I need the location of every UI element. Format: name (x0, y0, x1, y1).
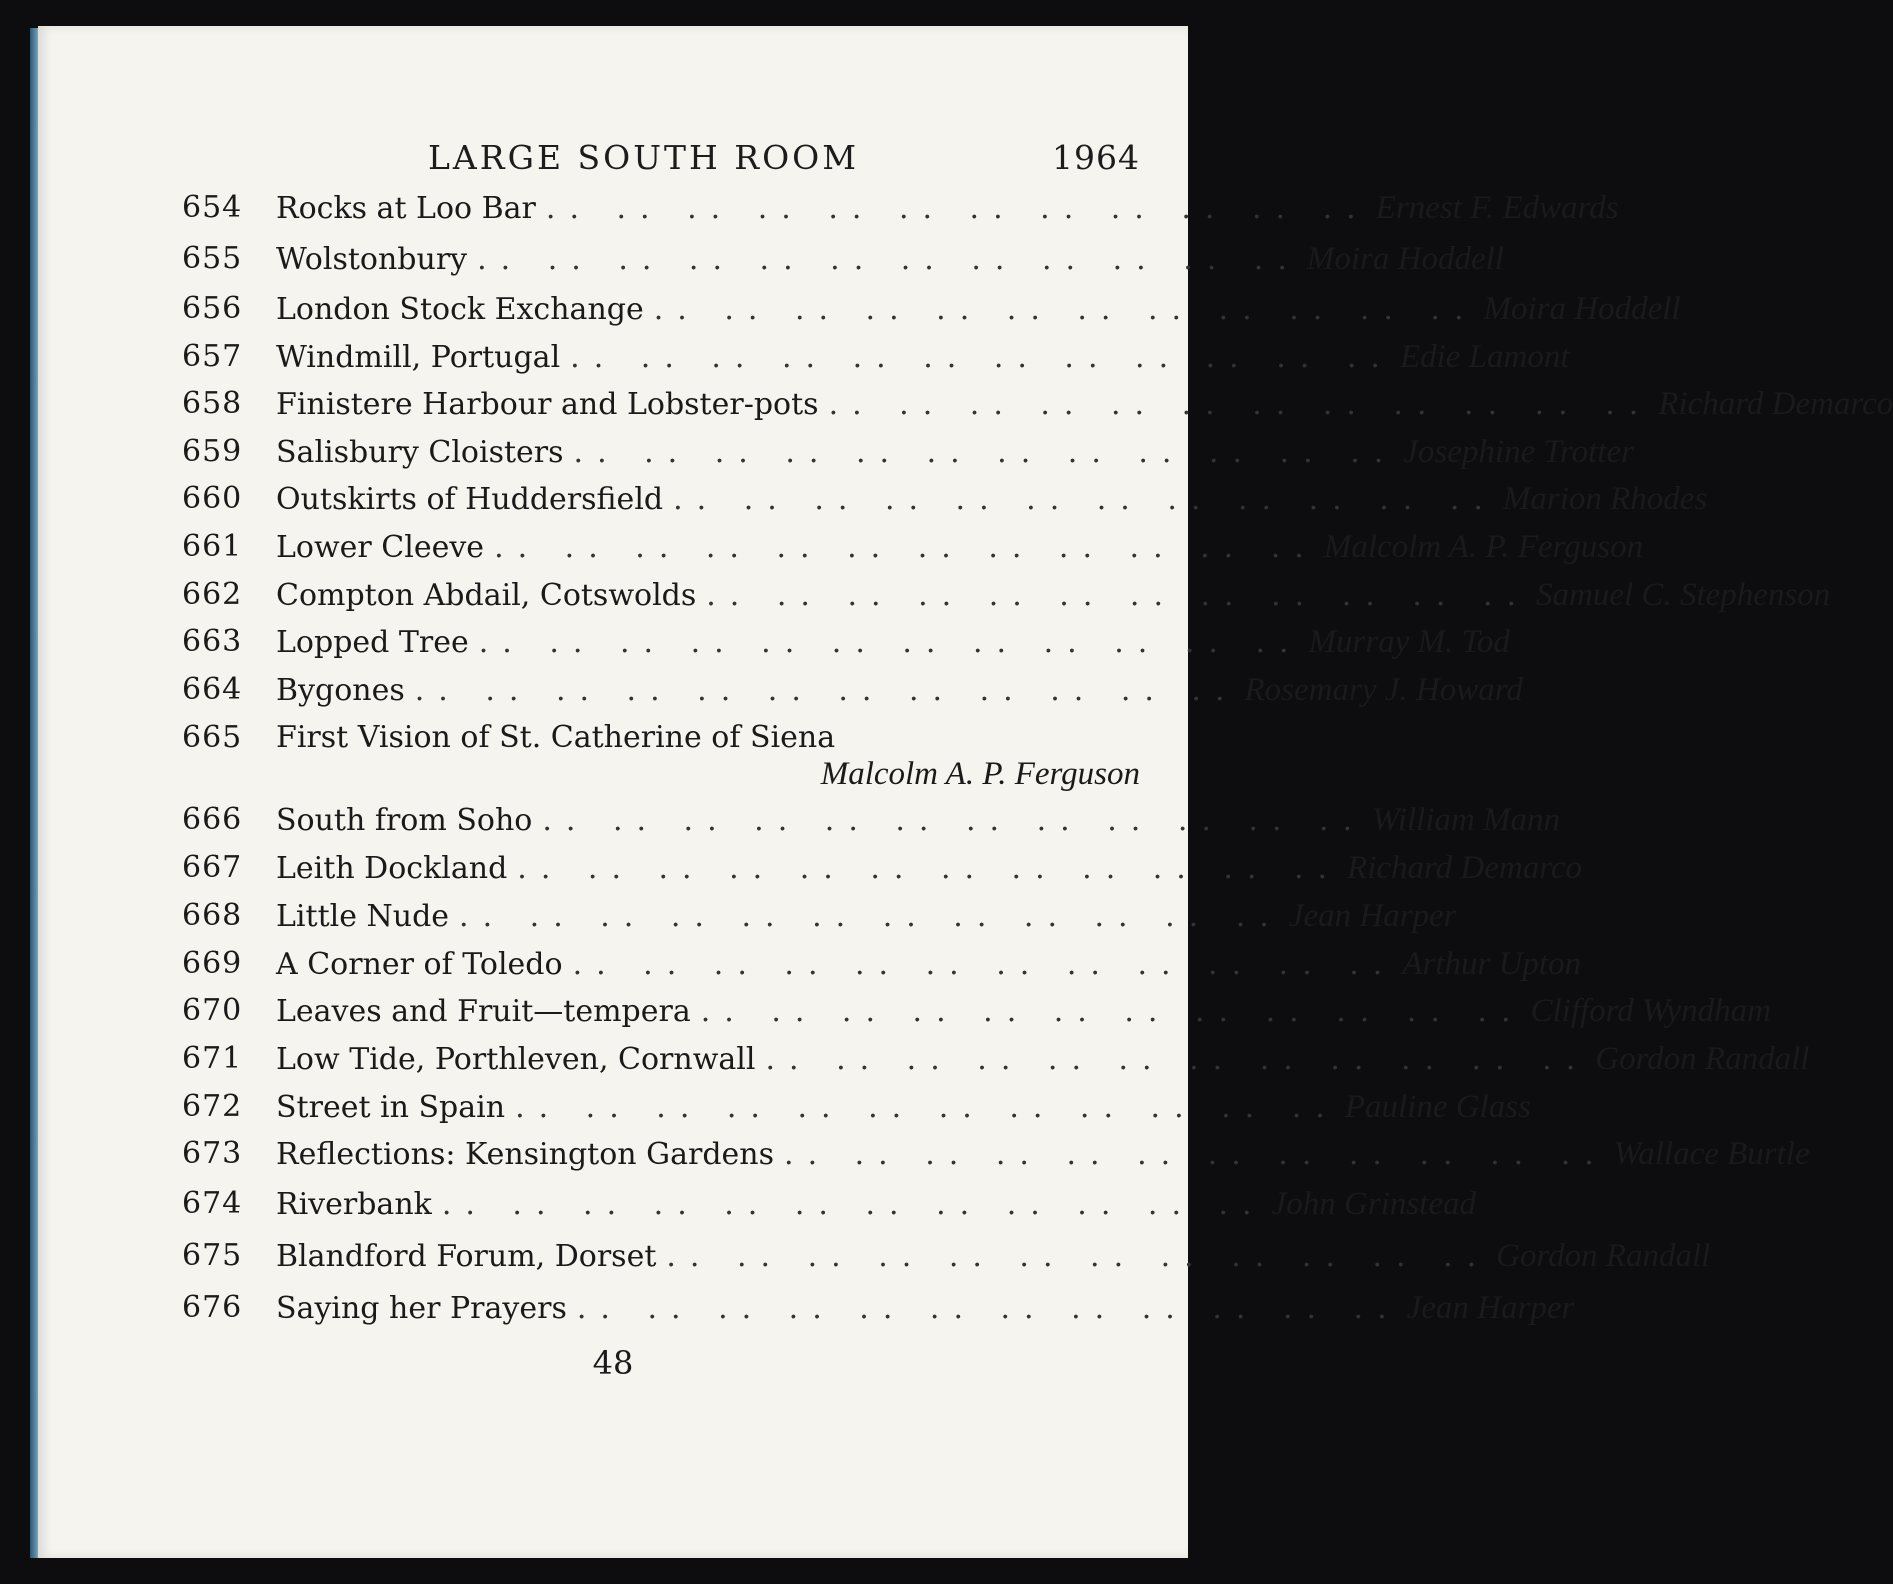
entry-title: Bygones (276, 673, 405, 708)
entry-artist: Rosemary J. Howard (1244, 672, 1523, 708)
entry-artist: Clifford Wyndham (1530, 993, 1771, 1029)
entry-title: Salisbury Cloisters (276, 435, 564, 470)
entry-row (38, 529, 1644, 573)
entry-row (38, 1041, 1810, 1085)
entry-row (38, 720, 1188, 806)
entry-row (38, 386, 1893, 430)
entry-number: 656 (182, 291, 243, 326)
entry-artist: Jean Harper (1406, 1290, 1575, 1326)
dot-leader: .. .. .. .. .. .. .. .. .. .. .. .. (706, 578, 1531, 613)
entry-title: Lopped Tree (276, 625, 469, 660)
entry-title: Wolstonbury (276, 242, 468, 277)
dot-leader: .. .. .. .. .. .. .. .. .. .. .. .. (700, 994, 1525, 1029)
entry-row (38, 850, 1582, 894)
entry-artist: Pauline Glass (1344, 1089, 1531, 1125)
entry-artist: Ernest F. Edwards (1375, 190, 1619, 226)
entry-row (38, 802, 1561, 846)
dot-leader: .. .. .. .. .. .. .. .. .. .. .. .. (542, 803, 1367, 838)
entry-number: 664 (182, 672, 243, 707)
entry-artist: Edie Lamont (1399, 339, 1570, 375)
entry-number: 660 (182, 481, 243, 516)
entry-title: Leaves and Fruit—tempera (276, 994, 691, 1029)
entry-title: Saying her Prayers (276, 1291, 567, 1326)
entry-artist: Wallace Burtle (1613, 1136, 1810, 1172)
dot-leader: .. .. .. .. .. .. .. .. .. .. .. .. (478, 625, 1303, 660)
entry-title: Little Nude (276, 899, 450, 934)
entry-number: 658 (182, 386, 243, 421)
entry-artist: Arthur Upton (1402, 946, 1582, 982)
entry-number: 668 (182, 898, 243, 933)
entry-row (38, 624, 1510, 668)
entry-title: Lower Cleeve (276, 530, 485, 565)
entry-title: Street in Spain (276, 1090, 506, 1125)
entry-artist: Moira Hoddell (1483, 291, 1681, 327)
entry-title: Outskirts of Huddersfield (276, 482, 664, 517)
room-title: LARGE SOUTH ROOM (428, 138, 860, 177)
entry-row (38, 339, 1570, 383)
entry-number: 659 (182, 434, 243, 469)
entry-number: 663 (182, 624, 243, 659)
entry-number: 674 (182, 1186, 243, 1221)
entry-title: London Stock Exchange (276, 292, 644, 327)
entry-row (38, 241, 1504, 285)
entry-row (38, 1186, 1476, 1230)
entry-number: 666 (182, 802, 243, 837)
dot-leader: .. .. .. .. .. .. .. .. .. .. .. .. (673, 482, 1497, 517)
entry-title: Windmill, Portugal (276, 340, 561, 375)
entry-artist: Malcolm A. P. Ferguson (1323, 529, 1644, 565)
dot-leader: .. .. .. .. .. .. .. .. .. .. .. .. (573, 435, 1398, 470)
entry-artist: Richard Demarco (1347, 850, 1582, 886)
entry-number: 655 (182, 241, 243, 276)
entry-artist: Josephine Trotter (1403, 434, 1634, 470)
dot-leader: .. .. .. .. .. .. .. .. .. .. .. .. (765, 1042, 1590, 1077)
entry-artist: Samuel C. Stephenson (1536, 577, 1831, 613)
dot-leader: .. .. .. .. .. .. .. .. .. .. .. .. (515, 1090, 1339, 1125)
dot-leader: .. .. .. .. .. .. .. .. .. .. .. .. (666, 1239, 1491, 1274)
entry-artist: Gordon Randall (1595, 1041, 1810, 1077)
entry-artist: Gordon Randall (1496, 1238, 1711, 1274)
year: 1964 (1052, 138, 1140, 177)
dot-leader: .. .. .. .. .. .. .. .. .. .. .. .. (414, 673, 1239, 708)
entry-row (38, 1290, 1575, 1334)
entry-title: Finistere Harbour and Lobster-pots (276, 387, 819, 422)
entry-title: Reflections: Kensington Gardens (276, 1137, 775, 1172)
entry-number: 665 (182, 720, 243, 755)
entry-number: 661 (182, 529, 243, 564)
entry-artist: Jean Harper (1288, 898, 1457, 934)
entry-row (38, 946, 1582, 990)
entry-title: Blandford Forum, Dorset (276, 1239, 657, 1274)
entry-row (38, 1089, 1531, 1133)
entry-row (38, 672, 1523, 716)
dot-leader: .. .. .. .. .. .. .. .. .. .. .. .. (572, 947, 1397, 982)
dot-leader: .. .. .. .. .. .. .. .. .. .. .. .. (517, 851, 1342, 886)
entry-title: Low Tide, Porthleven, Cornwall (276, 1042, 756, 1077)
dot-leader: .. .. .. .. .. .. .. .. .. .. .. .. (441, 1187, 1266, 1222)
dot-leader: .. .. .. .. .. .. .. .. .. .. .. .. (828, 387, 1653, 422)
entry-row (38, 993, 1771, 1037)
page-number: 48 (592, 1344, 634, 1382)
entry-artist: Richard Demarco (1658, 386, 1893, 422)
catalogue-page (38, 26, 1893, 1558)
entry-row (38, 481, 1708, 525)
dot-leader: .. .. .. .. .. .. .. .. .. .. .. .. (576, 1291, 1401, 1326)
entry-number: 657 (182, 339, 243, 374)
dot-leader: .. .. .. .. .. .. .. .. .. .. .. .. (784, 1137, 1608, 1172)
entry-title: Leith Dockland (276, 851, 508, 886)
running-head (38, 138, 1188, 188)
dot-leader: .. .. .. .. .. .. .. .. .. .. .. .. (653, 292, 1478, 327)
entry-number: 673 (182, 1136, 243, 1171)
entry-number: 672 (182, 1089, 243, 1124)
entry-row (38, 898, 1457, 942)
entry-title: First Vision of St. Catherine of Siena (276, 720, 836, 755)
entry-number: 671 (182, 1041, 243, 1076)
entry-row (38, 1136, 1810, 1180)
entry-artist: John Grinstead (1271, 1186, 1476, 1222)
entry-artist: Murray M. Tod (1308, 624, 1510, 660)
entry-row (38, 577, 1831, 621)
entry-artist: Malcolm A. P. Ferguson (820, 756, 1140, 792)
entry-number: 669 (182, 946, 243, 981)
entry-row (38, 1238, 1711, 1282)
entry-title: South from Soho (276, 803, 533, 838)
dot-leader: .. .. .. .. .. .. .. .. .. .. .. .. (570, 340, 1394, 375)
entry-artist: Marion Rhodes (1502, 481, 1708, 517)
entry-number: 667 (182, 850, 243, 885)
entry-number: 676 (182, 1290, 243, 1325)
dot-leader: .. .. .. .. .. .. .. .. .. .. .. .. (545, 191, 1370, 226)
entry-artist: William Mann (1372, 802, 1561, 838)
entry-number: 675 (182, 1238, 243, 1273)
entry-row (38, 291, 1681, 335)
entry-number: 654 (182, 190, 243, 225)
entry-artist: Moira Hoddell (1306, 241, 1504, 277)
entry-row (38, 190, 1619, 234)
dot-leader: .. .. .. .. .. .. .. .. .. .. .. .. (459, 899, 1283, 934)
entry-row (38, 434, 1634, 478)
entry-number: 670 (182, 993, 243, 1028)
dot-leader: .. .. .. .. .. .. .. .. .. .. .. .. (494, 530, 1318, 565)
entry-title: Rocks at Loo Bar (276, 191, 536, 226)
entry-title: Compton Abdail, Cotswolds (276, 578, 697, 613)
entry-title: A Corner of Toledo (276, 947, 563, 982)
entry-title: Riverbank (276, 1187, 432, 1222)
dot-leader: .. .. .. .. .. .. .. .. .. .. .. .. (477, 242, 1301, 277)
entry-number: 662 (182, 577, 243, 612)
